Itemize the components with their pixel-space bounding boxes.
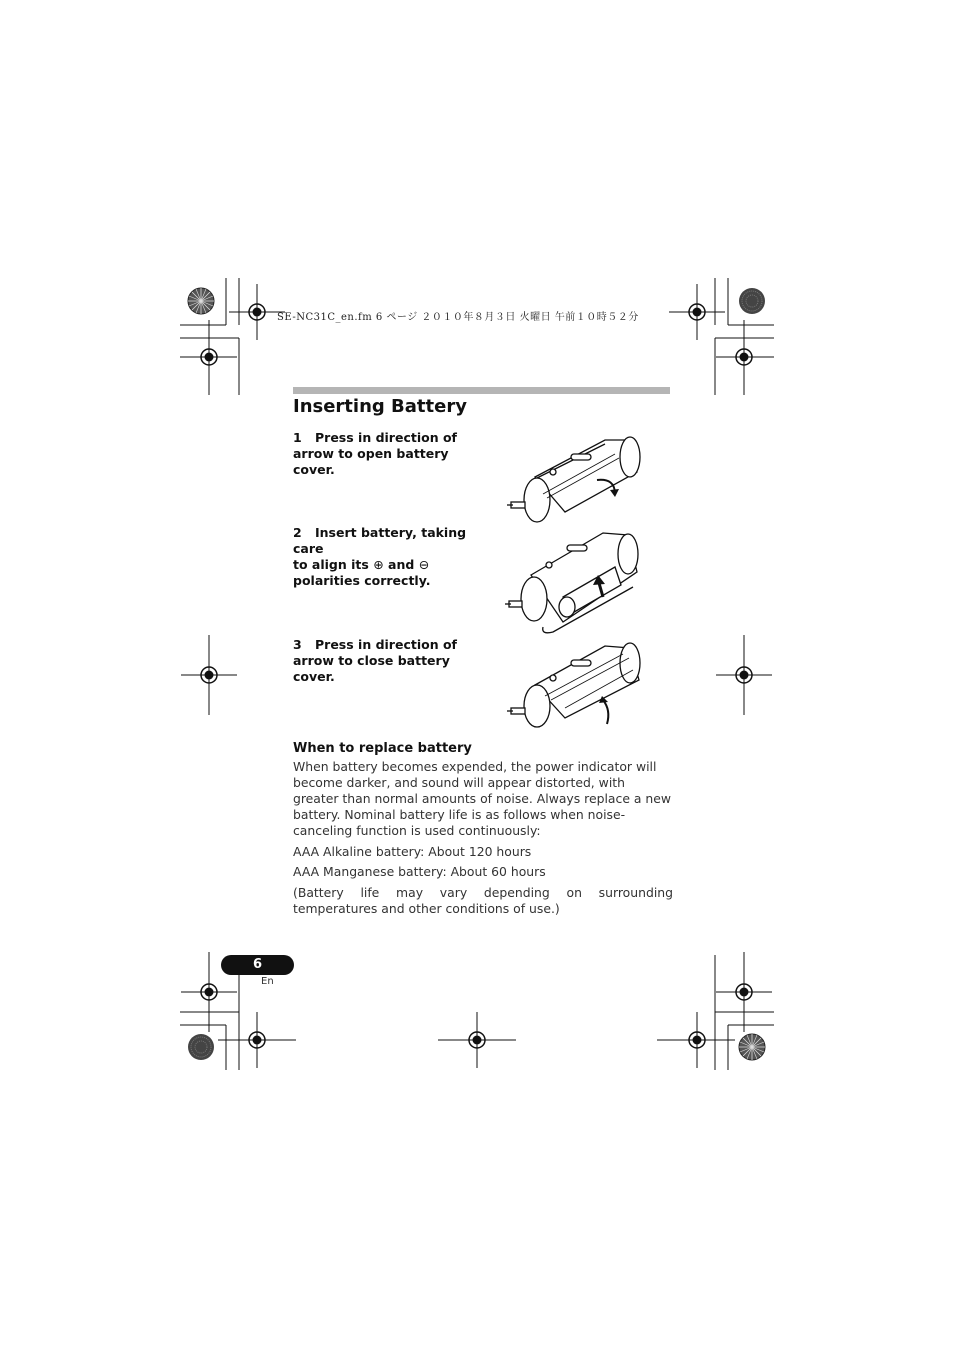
step-2 (293, 525, 483, 589)
step-text: arrow to open battery cover. (293, 446, 449, 477)
battery-life-note: (Battery life may vary depending on surrounding temperatures and other conditions of use.) (293, 885, 673, 916)
step-number: 1 (293, 430, 302, 445)
color-bar-circle-icon (739, 1034, 765, 1060)
alkaline-life: AAA Alkaline battery: About 120 hours (293, 844, 532, 859)
color-bar-circle-icon (188, 1034, 214, 1060)
step-text: Insert battery, taking care (293, 525, 467, 556)
print-header: SE-NC31C_en.fm 6 ページ ２０１０年８月３日 火曜日 午前１０時５２分 (277, 312, 639, 323)
step-number: 2 (293, 525, 302, 540)
step-text: polarities correctly. (293, 573, 431, 588)
manganese-life: AAA Manganese battery: About 60 hours (293, 864, 546, 879)
minus-polarity-icon: ⊖ (418, 557, 430, 572)
color-bar-circle-icon (739, 288, 765, 314)
step-number: 3 (293, 637, 302, 652)
section-title-bar (293, 387, 670, 394)
replace-battery-heading: When to replace battery (293, 741, 472, 756)
battery-unit-illustration-icon (505, 432, 655, 527)
step-text: Press in direction of (315, 430, 457, 445)
replace-battery-paragraph: When battery becomes expended, the power indicator will become darker, and sound will appear distorted, with greater than normal amounts of noise. Always replace a new battery. Nominal battery life is as follows when noise-canceling function is used continuously: (293, 759, 672, 838)
step-text: Press in direction of (315, 637, 457, 652)
step-1 (293, 430, 483, 478)
battery-unit-illustration-icon (505, 640, 655, 728)
step-3 (293, 637, 483, 685)
step-text: and (388, 557, 415, 572)
page-title: Inserting Battery (293, 396, 467, 417)
battery-unit-illustration-icon (503, 527, 653, 639)
step-text: to align its (293, 557, 369, 572)
plus-polarity-icon: ⊕ (373, 557, 384, 572)
step-text: arrow to close battery cover. (293, 653, 450, 684)
page-number: 6 (221, 955, 294, 975)
language-label: En (261, 976, 274, 987)
color-bar-circle-icon (188, 288, 214, 314)
